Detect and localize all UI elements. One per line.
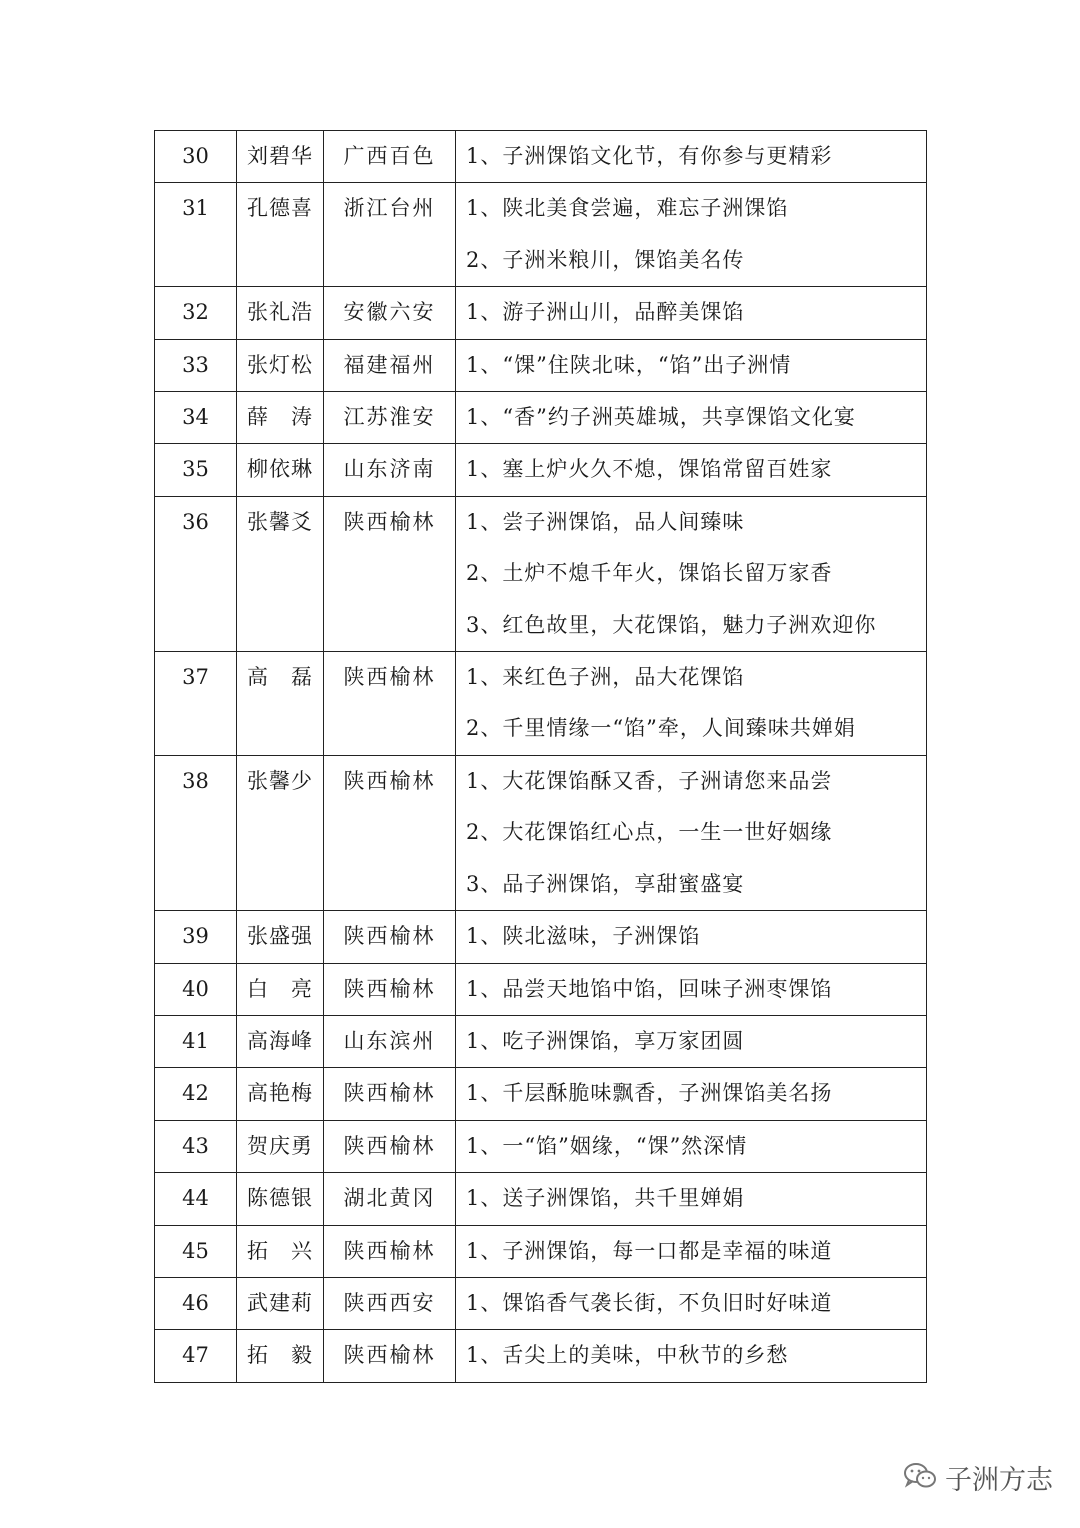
table-row <box>155 339 927 391</box>
table-row <box>155 1225 927 1277</box>
entrant-name: 拓 兴 <box>237 1225 324 1277</box>
entrant-name: 张礼浩 <box>237 287 324 339</box>
entry-number: 42 <box>155 1068 237 1120</box>
slogan-line: 1、吃子洲馃馅，享万家团圆 <box>466 1028 745 1053</box>
entrant-region: 山东济南 <box>324 444 456 496</box>
entry-number: 44 <box>155 1173 237 1225</box>
entrant-name: 张盛强 <box>237 911 324 963</box>
slogan-cell <box>456 1277 927 1329</box>
slogan-line: 1、塞上炉火久不熄，馃馅常留百姓家 <box>466 457 833 482</box>
entrant-name: 白 亮 <box>237 963 324 1015</box>
slogan-line: 1、大花馃馅酥又香，子洲请您来品尝 <box>466 768 833 793</box>
entrant-name: 高海峰 <box>237 1015 324 1067</box>
entry-number: 45 <box>155 1225 237 1277</box>
entrant-region: 浙江台州 <box>324 183 456 287</box>
table-row <box>155 1173 927 1225</box>
table-row <box>155 963 927 1015</box>
slogan-cell <box>456 1173 927 1225</box>
entries-table <box>154 130 927 1383</box>
entry-number: 46 <box>155 1277 237 1329</box>
slogan-line: 1、游子洲山川，品醉美馃馅 <box>466 300 745 325</box>
table-row <box>155 183 927 287</box>
entry-number: 38 <box>155 755 237 910</box>
table-row <box>155 755 927 910</box>
entrant-region: 陕西榆林 <box>324 1068 456 1120</box>
entrant-region: 陕西榆林 <box>324 963 456 1015</box>
entrant-name: 武建莉 <box>237 1277 324 1329</box>
entry-number: 32 <box>155 287 237 339</box>
table-row <box>155 652 927 756</box>
entry-number: 35 <box>155 444 237 496</box>
table-body <box>155 131 927 1383</box>
slogan-line: 1、舌尖上的美味，中秋节的乡愁 <box>466 1343 789 1368</box>
slogan-cell <box>456 1120 927 1172</box>
table-row <box>155 287 927 339</box>
slogan-line: 2、土炉不熄千年火，馃馅长留万家香 <box>466 561 833 586</box>
slogan-cell <box>456 755 927 910</box>
slogan-line: 1、尝子洲馃馅，品人间臻味 <box>466 509 745 534</box>
entry-number: 31 <box>155 183 237 287</box>
slogan-line: 3、红色故里，大花馃馅，魅力子洲欢迎你 <box>466 612 877 637</box>
slogan-line: 1、千层酥脆味飘香，子洲馃馅美名扬 <box>466 1081 833 1106</box>
entrant-region: 湖北黄冈 <box>324 1173 456 1225</box>
slogan-line: 1、品尝天地馅中馅，回味子洲枣馃馅 <box>466 976 833 1001</box>
entrant-name: 柳依琳 <box>237 444 324 496</box>
table-row <box>155 1330 927 1382</box>
entrant-name: 高 磊 <box>237 652 324 756</box>
entry-number: 30 <box>155 131 237 183</box>
slogan-cell <box>456 1225 927 1277</box>
entrant-region: 陕西榆林 <box>324 1330 456 1382</box>
slogan-cell <box>456 963 927 1015</box>
table-row <box>155 496 927 651</box>
entrant-region: 山东滨州 <box>324 1015 456 1067</box>
entrant-region: 江苏淮安 <box>324 392 456 444</box>
slogan-line: 2、千里情缘一“馅”牵，人间臻味共婵娟 <box>466 716 856 741</box>
watermark <box>903 1458 1053 1497</box>
entrant-name: 陈德银 <box>237 1173 324 1225</box>
entry-number: 37 <box>155 652 237 756</box>
entrant-name: 刘碧华 <box>237 131 324 183</box>
table-row <box>155 1120 927 1172</box>
entrant-name: 张馨少 <box>237 755 324 910</box>
entry-number: 36 <box>155 496 237 651</box>
entrant-region: 安徽六安 <box>324 287 456 339</box>
slogan-line: 1、陕北美食尝遍，难忘子洲馃馅 <box>466 196 789 221</box>
watermark-label: 子洲方志 <box>945 1465 1053 1496</box>
slogan-line: 1、子洲馃馅，每一口都是幸福的味道 <box>466 1238 833 1263</box>
slogan-cell <box>456 1015 927 1067</box>
slogan-line: 2、子洲米粮川，馃馅美名传 <box>466 247 745 272</box>
table-row <box>155 392 927 444</box>
table-row <box>155 911 927 963</box>
entrant-name: 薛 涛 <box>237 392 324 444</box>
slogan-cell <box>456 652 927 756</box>
slogan-cell <box>456 131 927 183</box>
slogan-cell <box>456 183 927 287</box>
entrant-region: 陕西榆林 <box>324 1225 456 1277</box>
slogan-cell <box>456 1330 927 1382</box>
entry-number: 41 <box>155 1015 237 1067</box>
entrant-name: 张灯松 <box>237 339 324 391</box>
table-row <box>155 1015 927 1067</box>
slogan-cell <box>456 339 927 391</box>
slogan-cell <box>456 911 927 963</box>
entrant-region: 广西百色 <box>324 131 456 183</box>
slogan-cell <box>456 496 927 651</box>
entry-number: 33 <box>155 339 237 391</box>
slogan-cell <box>456 444 927 496</box>
entrant-name: 孔德喜 <box>237 183 324 287</box>
table-row <box>155 1277 927 1329</box>
slogan-line: 2、大花馃馅红心点，一生一世好姻缘 <box>466 820 833 845</box>
entrant-name: 张馨爻 <box>237 496 324 651</box>
slogan-line: 3、品子洲馃馅，享甜蜜盛宴 <box>466 871 745 896</box>
entrant-region: 陕西榆林 <box>324 911 456 963</box>
slogan-line: 1、“馃”住陕北味，“馅”出子洲情 <box>466 352 792 377</box>
entry-number: 34 <box>155 392 237 444</box>
slogan-cell <box>456 1068 927 1120</box>
slogan-line: 1、送子洲馃馅，共千里婵娟 <box>466 1186 745 1211</box>
slogan-line: 1、一“馅”姻缘，“馃”然深情 <box>466 1133 748 1158</box>
entrant-region: 陕西榆林 <box>324 755 456 910</box>
slogan-cell <box>456 287 927 339</box>
table-row <box>155 131 927 183</box>
table-row <box>155 1068 927 1120</box>
entrant-region: 陕西榆林 <box>324 1120 456 1172</box>
slogan-line: 1、子洲馃馅文化节，有你参与更精彩 <box>466 144 833 168</box>
slogan-line: 1、来红色子洲，品大花馃馅 <box>466 665 745 690</box>
table-row <box>155 444 927 496</box>
entry-number: 40 <box>155 963 237 1015</box>
entrant-region: 陕西西安 <box>324 1277 456 1329</box>
entry-number: 47 <box>155 1330 237 1382</box>
slogan-line: 1、“香”约子洲英雄城，共享馃馅文化宴 <box>466 405 856 430</box>
entrant-region: 陕西榆林 <box>324 496 456 651</box>
slogan-line: 1、陕北滋味，子洲馃馅 <box>466 924 701 949</box>
entrant-region: 陕西榆林 <box>324 652 456 756</box>
entrant-name: 贺庆勇 <box>237 1120 324 1172</box>
entrant-name: 高艳梅 <box>237 1068 324 1120</box>
slogan-cell <box>456 392 927 444</box>
slogan-line: 1、馃馅香气袭长街，不负旧时好味道 <box>466 1290 833 1315</box>
entry-number: 43 <box>155 1120 237 1172</box>
entry-number: 39 <box>155 911 237 963</box>
entrant-name: 拓 毅 <box>237 1330 324 1382</box>
wechat-icon <box>903 1462 937 1494</box>
entrant-region: 福建福州 <box>324 339 456 391</box>
